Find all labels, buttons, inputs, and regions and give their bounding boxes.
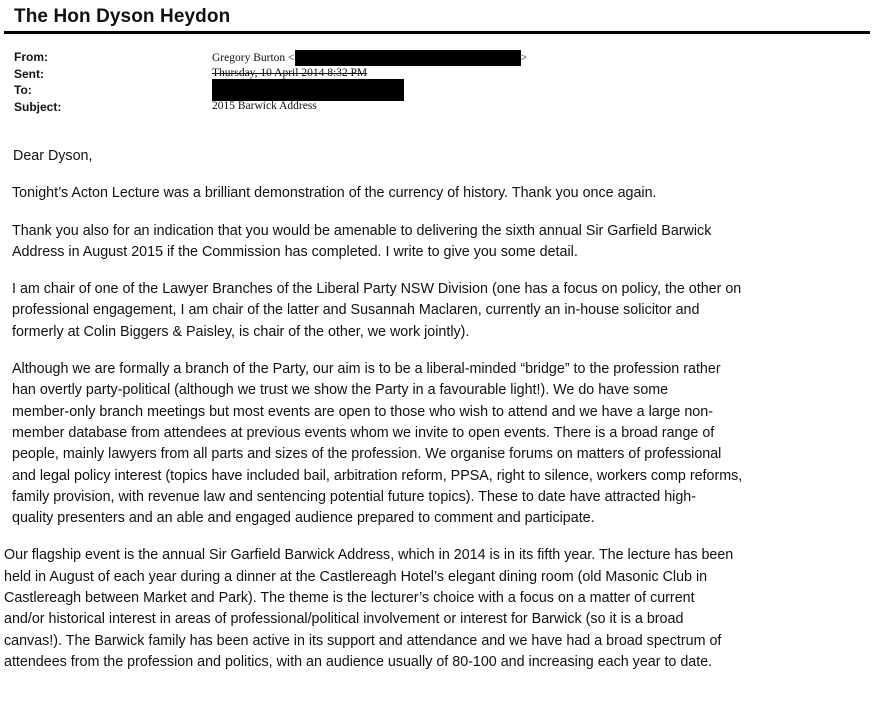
from-value-group	[212, 50, 527, 66]
subject-value: 2015 Barwick Address	[212, 100, 317, 112]
letter-greeting: Dear Dyson,	[13, 148, 93, 164]
letter-paragraph: Tonight’s Acton Lecture was a brilliant demonstration of the currency of history. Thank you once again.	[12, 185, 657, 202]
email-subject-row	[14, 100, 874, 117]
letter-paragraph: I am chair of one of the Lawyer Branches of the Liberal Party NSW Division (one has a focus on policy, the other on professional engagement, I am chair of the latter and Susannah Maclaren, currently an in-house solicitor and formerly at Colin Biggers & Paisley, is chair of the other, we work jointly).	[12, 281, 742, 340]
letter-paragraph: Although we are formally a branch of the Party, our aim is to be a liberal-minded “bridge” to the profession rather han overtly party-political (although we trust we show the Party in a favourable light!). We do have some member-only branch meetings but most events are open to those who wish to attend and we have a large non- member database from attendees at previous events whom we invite to open events. There is a broad range of people, mainly lawyers from all parts and sizes of the profession. We organise forums on matters of professional and legal policy interest (topics have included bail, arbitration reform, PPSA, right to silence, workers comp reforms, family provision, with revenue law and sentencing potential future topics). These to date have attracted high- quality presenters and an able and engaged audience prepared to comment and participate.	[12, 361, 743, 527]
from-sender-name: Gregory Burton <	[212, 52, 295, 64]
sent-label: Sent:	[14, 67, 44, 81]
document-title: The Hon Dyson Heydon	[14, 6, 231, 27]
email-to-row	[14, 83, 874, 100]
from-email-redaction	[295, 50, 521, 66]
email-sent-row	[14, 67, 874, 84]
letter-paragraph: Thank you also for an indication that you would be amenable to delivering the sixth annual Sir Garfield Barwick Address in August 2015 if the Commission has completed. I write to give you some detail.	[12, 222, 712, 260]
title-divider	[4, 31, 870, 34]
letter-body	[4, 146, 872, 689]
from-closing-bracket: >	[520, 52, 527, 64]
subject-label: Subject:	[14, 100, 62, 114]
to-value-group	[212, 83, 404, 101]
to-label: To:	[14, 83, 32, 97]
sent-value: Thursday, 10 April 2014 8:32 PM	[212, 67, 368, 79]
to-recipient-redaction	[212, 79, 404, 101]
email-from-row	[14, 50, 874, 67]
letter-paragraph: Our flagship event is the annual Sir Garfield Barwick Address, which in 2014 is in its fifth year. The lecture has been held in August of each year during a dinner at the Castlereagh Hotel’s elegant dining room (old Masonic Club in Castlereagh between Market and Park). The theme is the lecturer’s choice with a focus on a matter of current and/or historical interest in areas of professional/political involvement or interest for Barwick (so it is a broad canvas!). The Barwick family has been active in its support and attendance and we have had a broad spectrum of attendees from the profession and politics, with an audience usually of 80-100 and increasing each year to date.	[4, 547, 734, 670]
from-label: From:	[14, 50, 48, 64]
